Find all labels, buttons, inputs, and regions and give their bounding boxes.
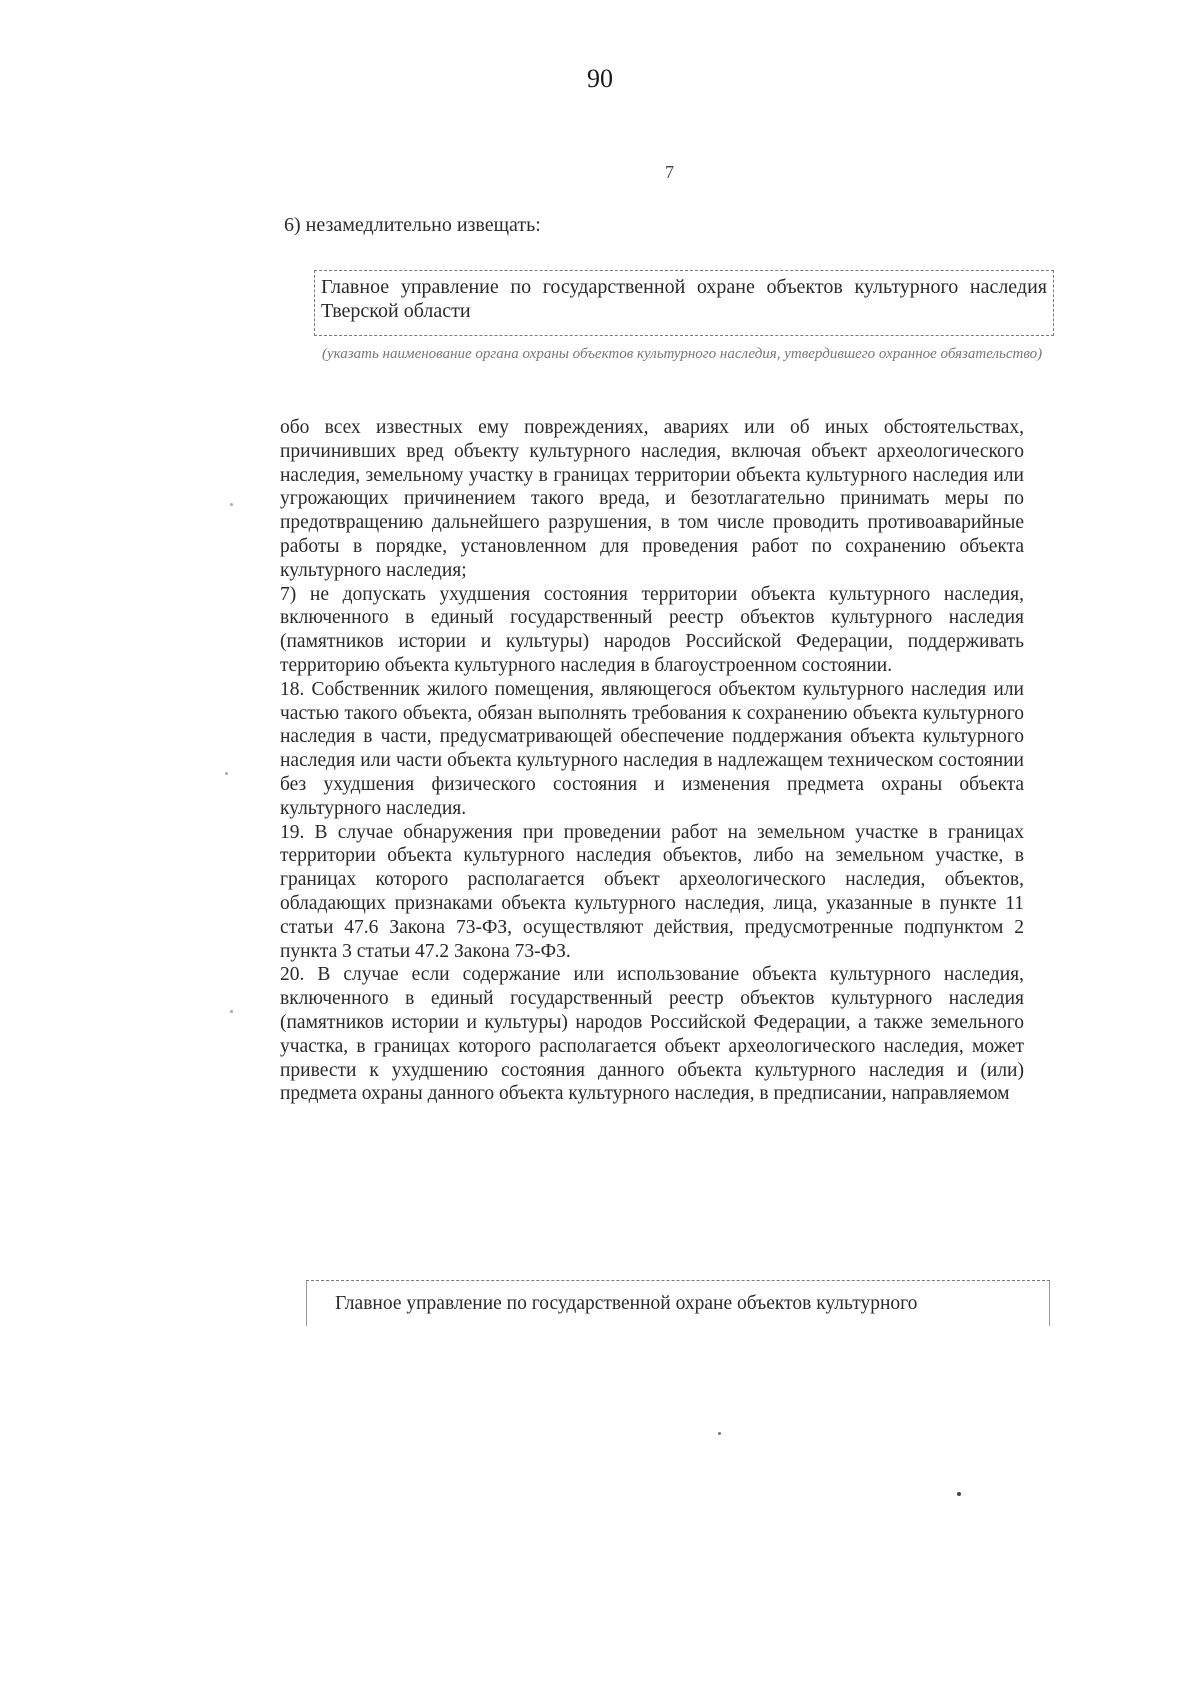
scan-speck xyxy=(957,1492,961,1496)
page-number: 90 xyxy=(587,64,613,93)
authority-box-bottom: Главное управление по государственной охране объектов культурного xyxy=(306,1280,1050,1326)
paragraph-item6-continuation: обо всех известных ему повреждениях, авариях или об иных обстоятельствах, причинивших вред объекту культурного наследия, включая объект археологического наследия, земельному участку в границах территории объекта культурного наследия или угрожающих причинением такого вреда, и безотлагательно принимать меры по предотвращению дальнейшего разрушения, в том числе проводить противоаварийные работы в порядке, установленном для проведения работ по сохранению объекта культурного наследия; xyxy=(280,417,1024,581)
document-body xyxy=(280,416,1024,1106)
sub-page-number: 7 xyxy=(665,162,674,182)
authority-hint: (указать наименование органа охраны объектов культурного наследия, утвердившего охранное обязательство) xyxy=(322,346,1043,362)
scan-speck xyxy=(718,1432,721,1435)
scan-speck xyxy=(230,1010,233,1013)
paragraph-20: 20. В случае если содержание или использование объекта культурного наследия, включенного в единый государственный реестр объектов культурного наследия (памятников истории и культуры) народов Российской Федерации, а также земельного участка, в границах которого располагается объект археологического наследия, может привести к ухудшению состояния данного объекта культурного наследия и (или) предмета охраны данного объекта культурного наследия, в предписании, направляемом xyxy=(280,964,1024,1105)
paragraph-item7: 7) не допускать ухудшения состояния территории объекта культурного наследия, включенного в единый государственный реестр объектов культурного наследия (памятников истории и культуры) народов Российской Федерации, поддерживать территорию объекта культурного наследия в благоустроенном состоянии. xyxy=(280,583,1024,676)
scan-speck xyxy=(225,772,228,775)
item6-intro: 6) незамедлительно извещать: xyxy=(284,214,541,236)
authority-name-box: Главное управление по государственной охране объектов культурного наследия Тверской области xyxy=(314,270,1054,336)
scan-speck xyxy=(230,503,233,506)
paragraph-18: 18. Собственник жилого помещения, являющегося объектом культурного наследия или частью такого объекта, обязан выполнять требования к сохранению объекта культурного наследия в части, предусматривающей обеспечение поддержания объекта культурного наследия или части объекта культурного наследия в надлежащем техническом состоянии без ухудшения физического состояния и изменения предмета охраны объекта культурного наследия. xyxy=(280,678,1024,819)
paragraph-19: 19. В случае обнаружения при проведении работ на земельном участке в границах территории объекта культурного наследия объектов, либо на земельном участке, в границах которого располагается объект археологического наследия, объектов, обладающих признаками объекта культурного наследия, лица, указанные в пункте 11 статьи 47.6 Закона 73-ФЗ, осуществляют действия, предусмотренные подпунктом 2 пункта 3 статьи 47.2 Закона 73-ФЗ. xyxy=(280,821,1024,962)
